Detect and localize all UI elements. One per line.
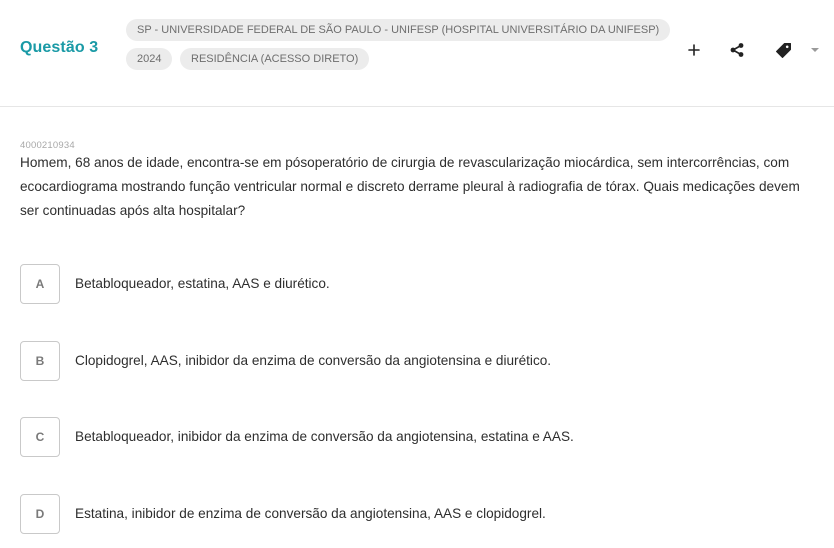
question-title: Questão 3	[20, 39, 99, 56]
share-button[interactable]	[725, 38, 749, 62]
alternative-text-c: Betabloqueador, inibidor da enzima de conversão da angiotensina, estatina e AAS.	[75, 429, 574, 444]
question-statement: Homem, 68 anos de idade, encontra-se em pósoperatório de cirurgia de revascularização miocárdica, sem intercorrências, com ecocardiograma mostrando função ventricular normal e discreto derrame pleural à radiografia de tórax. Quais medicações devem ser continuadas após alta hospitalar?	[20, 155, 800, 218]
alternative-text-a: Betabloqueador, estatina, AAS e diurético.	[75, 276, 330, 291]
alternative-d[interactable]	[20, 494, 810, 536]
question-header	[0, 0, 834, 107]
alternative-b[interactable]	[20, 341, 810, 383]
tag-dropdown-button[interactable]	[805, 38, 825, 62]
alternative-letter-d[interactable]: D	[20, 494, 60, 534]
plus-icon	[687, 43, 701, 57]
share-icon	[729, 42, 745, 58]
question-id: 4000210934	[20, 140, 75, 151]
alternative-a[interactable]	[20, 264, 810, 306]
alternative-letter-c[interactable]: C	[20, 417, 60, 457]
alternative-letter-a[interactable]: A	[20, 264, 60, 304]
year-tag[interactable]: 2024	[126, 48, 172, 70]
alternative-letter-b[interactable]: B	[20, 341, 60, 381]
add-button[interactable]	[682, 38, 706, 62]
institution-tag[interactable]: SP - UNIVERSIDADE FEDERAL DE SÃO PAULO - UNIFESP (HOSPITAL UNIVERSITÁRIO DA UNIFESP)	[126, 19, 670, 41]
tag-icon	[775, 42, 792, 59]
chevron-down-icon	[810, 47, 820, 53]
alternative-c[interactable]	[20, 417, 810, 459]
alternative-text-b: Clopidogrel, AAS, inibidor da enzima de conversão da angiotensina e diurético.	[75, 353, 552, 368]
alternative-text-d: Estatina, inibidor de enzima de conversão da angiotensina, AAS e clopidogrel.	[75, 506, 546, 521]
exam-type-tag[interactable]: RESIDÊNCIA (ACESSO DIRETO)	[180, 48, 369, 70]
tag-button[interactable]	[771, 38, 795, 62]
